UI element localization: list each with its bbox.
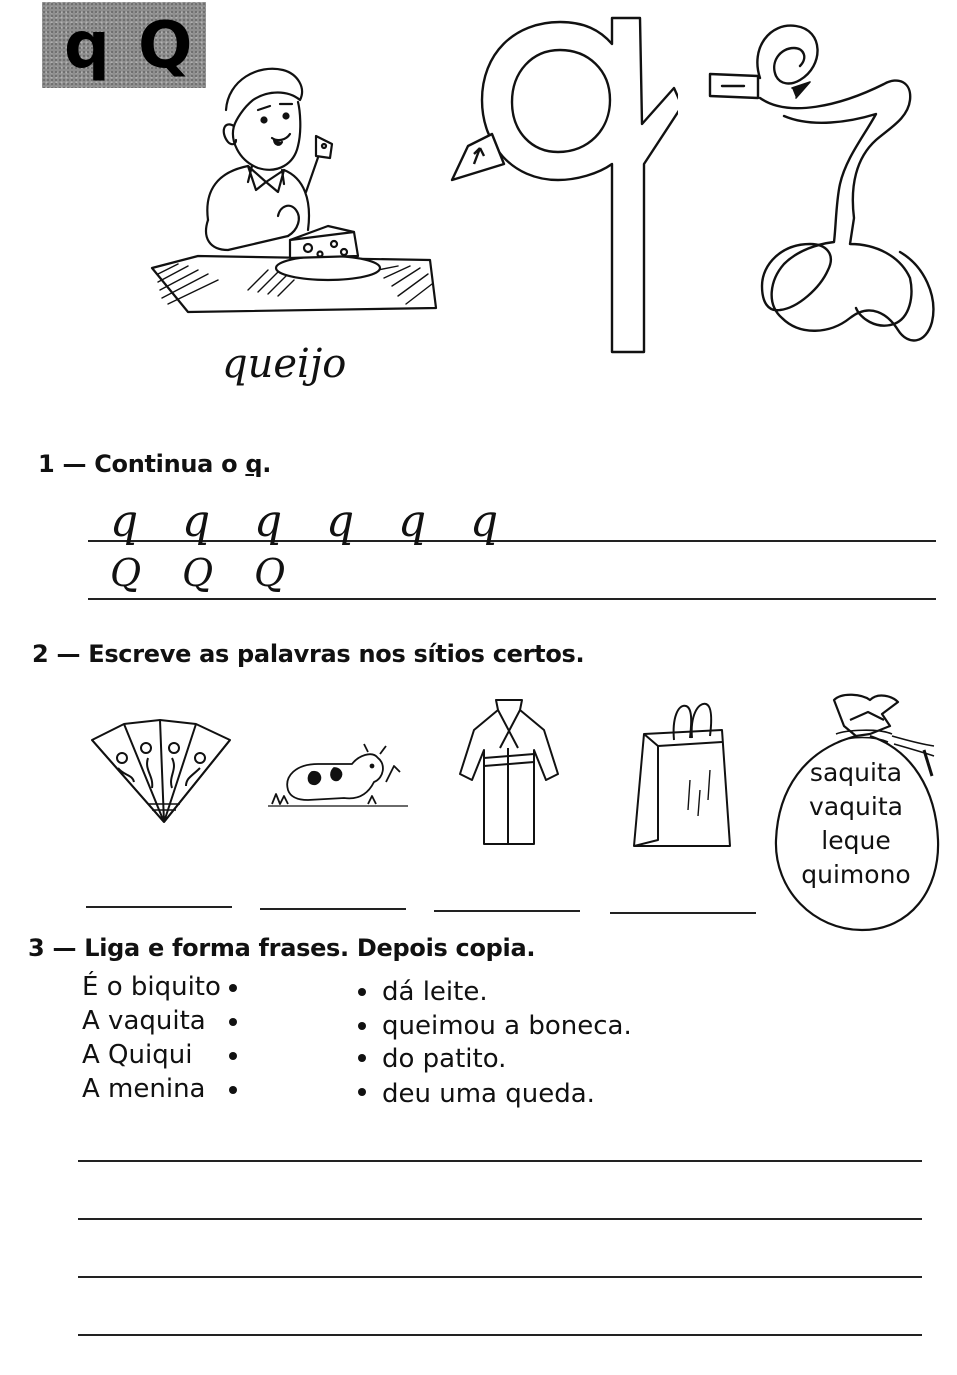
sentence-start-4: A menina — [82, 1074, 206, 1104]
practice-letter: q — [182, 496, 211, 547]
answer-blank-fan[interactable] — [86, 906, 232, 908]
left-dot-3[interactable] — [229, 1052, 237, 1060]
answer-blank-kimono[interactable] — [434, 910, 580, 912]
practice-letter: q — [110, 496, 139, 547]
exercise-1-instruction: Continua o — [94, 450, 246, 478]
practice-letter: Q — [254, 551, 286, 595]
sentence-end-3: do patito. — [382, 1044, 507, 1074]
exercise-2-instruction: Escreve as palavras nos sítios certos. — [88, 640, 585, 668]
word-bank-item: saquita — [809, 758, 903, 787]
bag-icon — [630, 700, 734, 850]
writing-line-2[interactable] — [88, 598, 936, 600]
exercise-1-letter: q — [245, 450, 263, 478]
word-bank-item: quimono — [801, 860, 911, 889]
exercise-1-suffix: . — [262, 450, 272, 478]
exercise-3-instruction: Liga e forma frases. Depois copia. — [84, 934, 536, 962]
letter-lower: q — [64, 9, 110, 83]
exercise-2-number: 2 — — [32, 640, 81, 668]
exercise-2-heading — [32, 640, 584, 668]
right-dot-4[interactable] — [358, 1088, 366, 1096]
writing-line-1[interactable] — [88, 540, 936, 542]
word-bank — [790, 756, 922, 892]
letter-upper: Q — [138, 9, 193, 83]
word-bank-item: vaquita — [809, 792, 903, 821]
copy-line-1[interactable] — [78, 1160, 922, 1162]
exercise-1-number: 1 — — [38, 450, 87, 478]
sentence-start-1: É o biquito — [82, 972, 221, 1002]
right-dot-2[interactable] — [358, 1022, 366, 1030]
right-dot-1[interactable] — [358, 988, 366, 996]
answer-blank-bag[interactable] — [610, 912, 756, 914]
left-dot-4[interactable] — [229, 1086, 237, 1094]
sentence-end-2: queimou a boneca. — [382, 1011, 632, 1041]
exercise-3-number: 3 — — [28, 934, 77, 962]
sentence-start-2: A vaquita — [82, 1006, 206, 1036]
large-Q-tracing-icon — [700, 18, 940, 358]
practice-letter: Q — [182, 551, 214, 595]
sentence-end-1: dá leite. — [382, 977, 488, 1007]
copy-line-3[interactable] — [78, 1276, 922, 1278]
right-dot-3[interactable] — [358, 1054, 366, 1062]
copy-line-2[interactable] — [78, 1218, 922, 1220]
left-dot-2[interactable] — [229, 1018, 237, 1026]
kimono-icon — [456, 696, 562, 848]
practice-letter: q — [326, 496, 355, 547]
practice-letter: q — [254, 496, 283, 547]
sentence-end-4: deu uma queda. — [382, 1079, 595, 1109]
exercise-3-heading — [28, 934, 535, 962]
boy-eating-cheese-icon — [148, 60, 438, 320]
practice-letter: Q — [110, 551, 142, 595]
large-q-tracing-icon — [448, 14, 678, 359]
fan-icon — [88, 718, 234, 828]
copy-line-4[interactable] — [78, 1334, 922, 1336]
left-dot-1[interactable] — [229, 984, 237, 992]
practice-letter: q — [398, 496, 427, 547]
answer-blank-cow[interactable] — [260, 908, 406, 910]
sentence-start-3: A Quiqui — [82, 1040, 193, 1070]
cow-icon — [268, 742, 408, 812]
practice-letter: q — [470, 496, 499, 547]
word-bank-item: leque — [821, 826, 891, 855]
illustration-word: queijo — [222, 341, 347, 387]
exercise-1-heading — [38, 450, 271, 478]
